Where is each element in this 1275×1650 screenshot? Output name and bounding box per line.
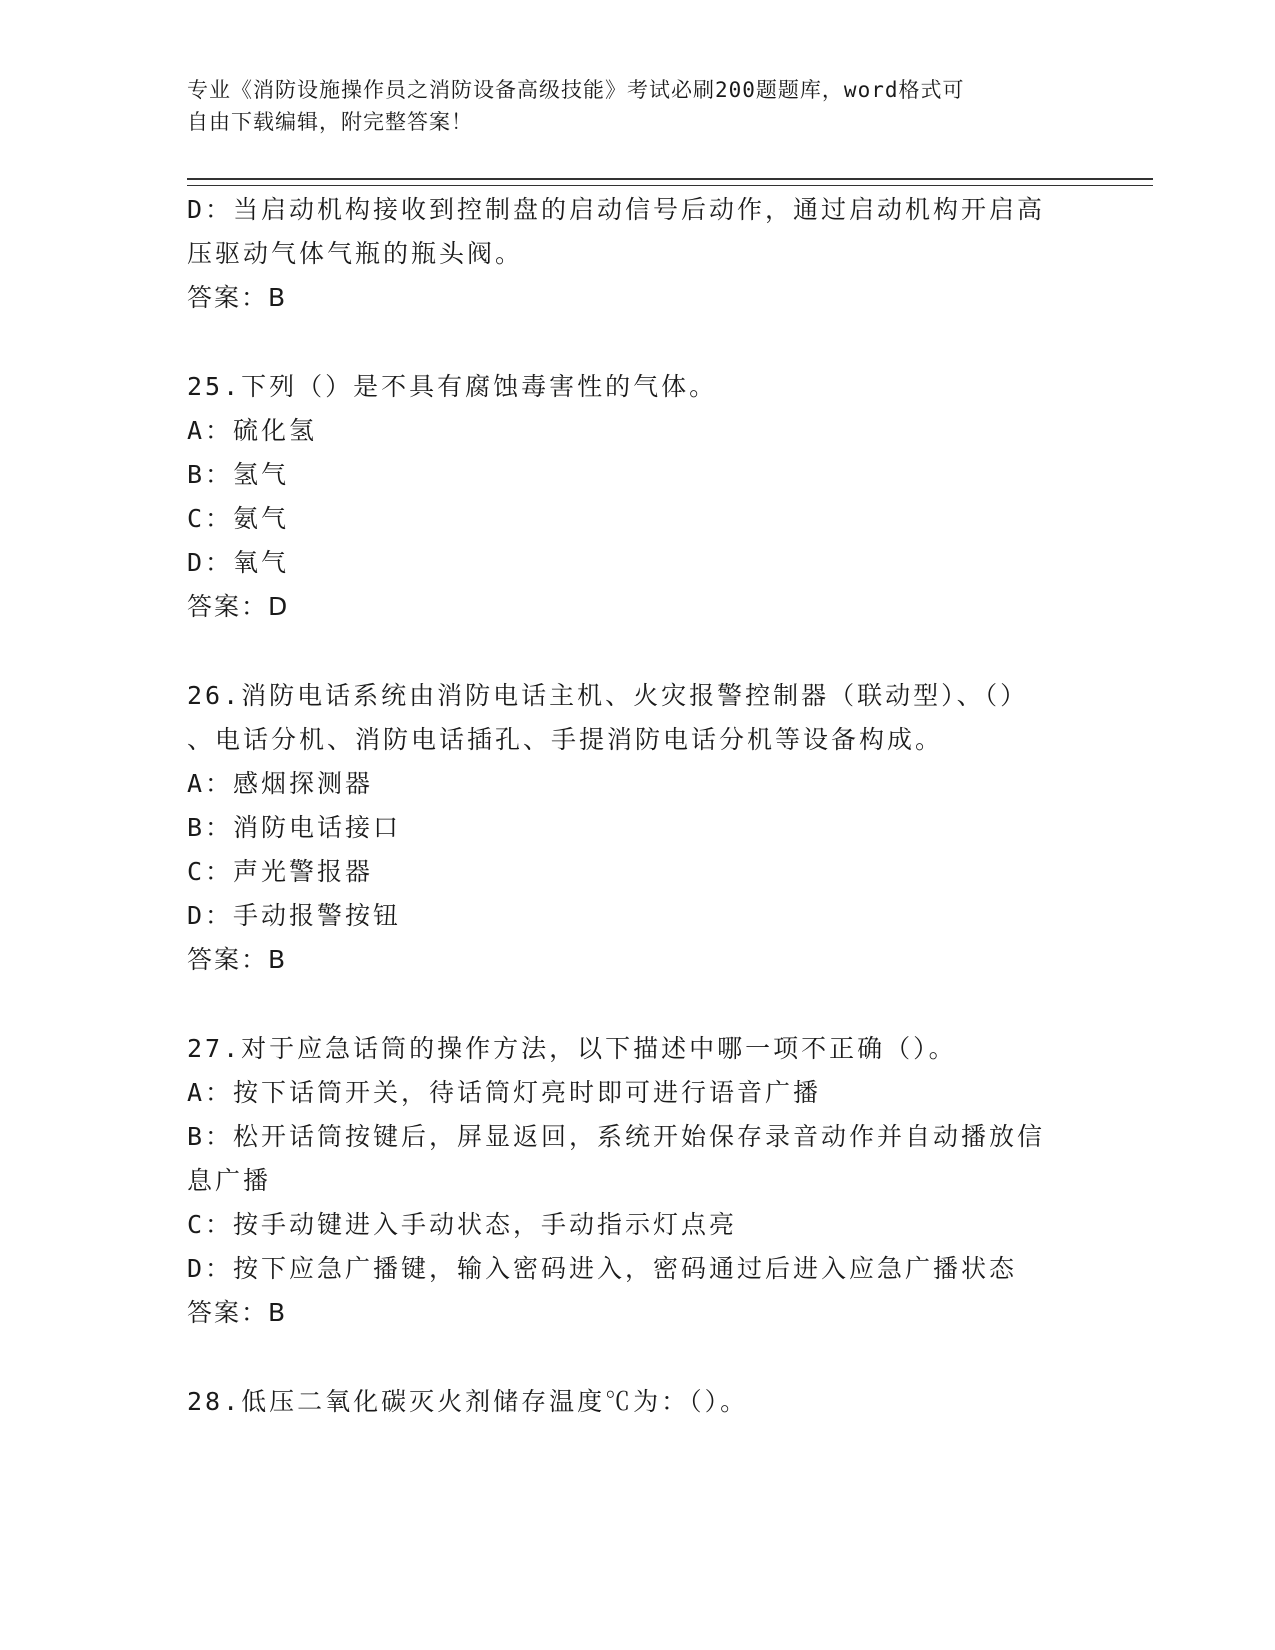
- header-title-line-1: 专业《消防设施操作员之消防设备高级技能》考试必刷200题题库，word格式可: [187, 78, 965, 102]
- question-28: [187, 1380, 1087, 1424]
- option-a: A：按下话筒开关，待话筒灯亮时即可进行语音广播: [187, 1078, 822, 1107]
- answer: 答案：D: [187, 592, 290, 621]
- question-27: [187, 1027, 1087, 1335]
- option-d: D：氧气: [187, 548, 290, 577]
- spacer: [187, 982, 1087, 1027]
- question-stem: 26.消防电话系统由消防电话主机、火灾报警控制器（联动型）、（）: [187, 681, 1029, 710]
- question-stem: 25.下列（）是不具有腐蚀毒害性的气体。: [187, 372, 718, 401]
- option-d: D：当启动机构接收到控制盘的启动信号后动作，通过启动机构开启高: [187, 195, 1046, 224]
- option-b-continued: 息广播: [187, 1166, 272, 1195]
- question-stem: 27.对于应急话筒的操作方法，以下描述中哪一项不正确（）。: [187, 1034, 957, 1063]
- header-divider: [187, 178, 1153, 186]
- option-b: B：消防电话接口: [187, 813, 402, 842]
- option-b: B：氢气: [187, 460, 290, 489]
- answer: 答案：B: [187, 1298, 288, 1327]
- spacer: [187, 629, 1087, 674]
- page-header: [187, 74, 1087, 138]
- question-content: [187, 188, 1087, 1424]
- option-c: C：按手动键进入手动状态，手动指示灯点亮: [187, 1210, 738, 1239]
- option-d: D：按下应急广播键，输入密码进入，密码通过后进入应急广播状态: [187, 1254, 1018, 1283]
- option-d-continued: 压驱动气体气瓶的瓶头阀。: [187, 239, 524, 268]
- question-stem: 28.低压二氧化碳灭火剂储存温度℃为：（）。: [187, 1387, 749, 1416]
- answer: 答案：B: [187, 283, 288, 312]
- option-d: D：手动报警按钮: [187, 901, 402, 930]
- answer: 答案：B: [187, 945, 288, 974]
- option-a: A：感烟探测器: [187, 769, 374, 798]
- question-25: [187, 365, 1087, 629]
- spacer: [187, 320, 1087, 365]
- question-26: [187, 674, 1087, 982]
- carryover-block: [187, 188, 1087, 320]
- option-a: A：硫化氢: [187, 416, 318, 445]
- option-c: C：氨气: [187, 504, 290, 533]
- spacer: [187, 1335, 1087, 1380]
- header-title-line-2: 自由下载编辑，附完整答案！: [187, 110, 473, 134]
- option-c: C：声光警报器: [187, 857, 374, 886]
- option-b: B：松开话筒按键后，屏显返回，系统开始保存录音动作并自动播放信: [187, 1122, 1046, 1151]
- question-stem-continued: 、电话分机、消防电话插孔、手提消防电话分机等设备构成。: [187, 725, 944, 754]
